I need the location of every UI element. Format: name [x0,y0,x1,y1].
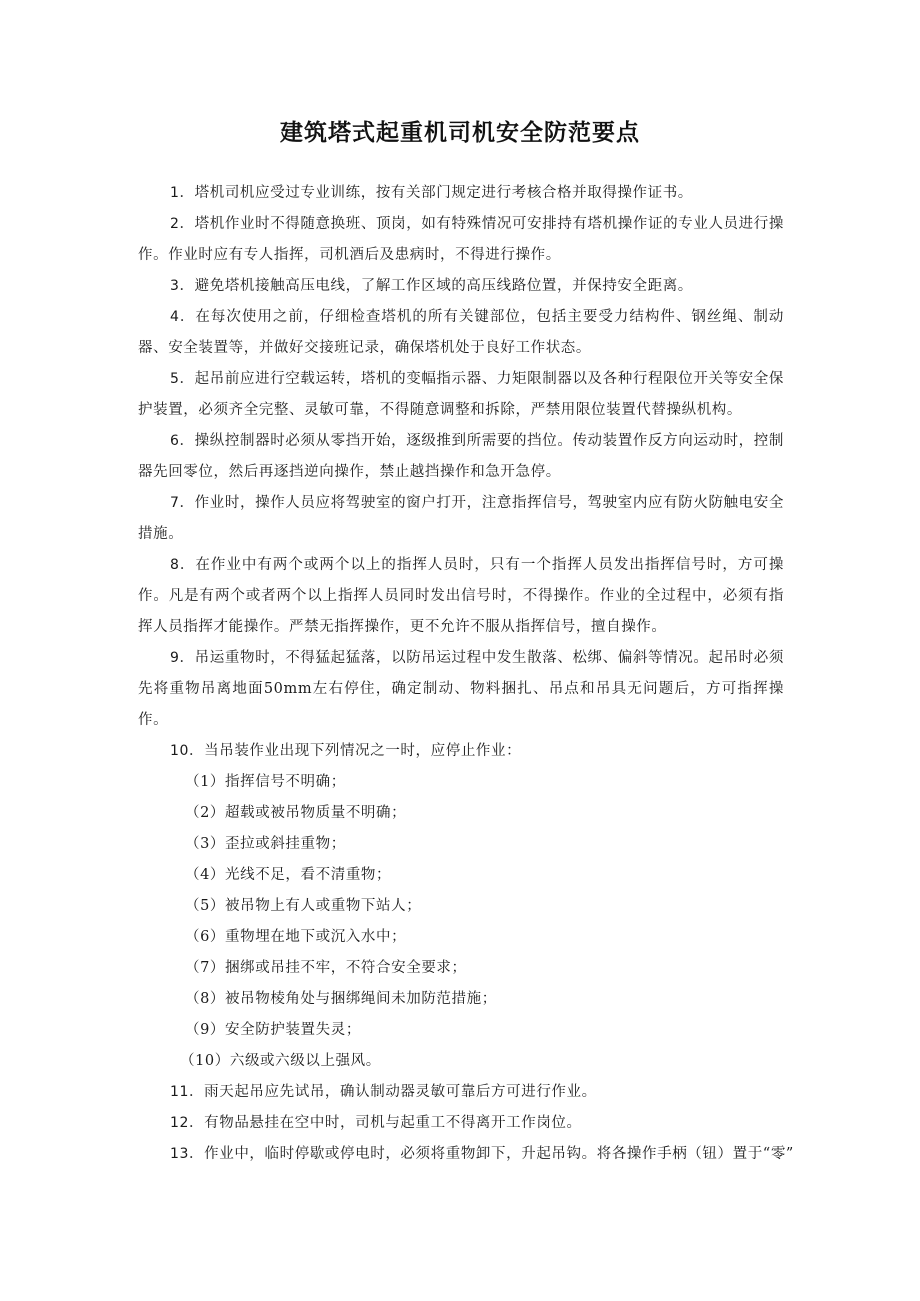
rule-number: 4 [170,309,180,325]
rule-text: ．塔机司机应受过专业训练，按有关部门规定进行考核合格并取得操作证书。 [179,185,693,201]
rule-text: ．塔机作业时不得随意换班、顶岗，如有特殊情况可安排持有塔机操作证的专业人员进行操作。作业时应有专人指挥，司机酒后及患病时，不得进行操作。 [138,216,784,263]
rule-5 [138,364,784,426]
rule-text: ．当吊装作业出现下列情况之一时，应停止作业： [189,743,522,759]
condition-item-6: （6）重物埋在地下或沉入水中； [185,929,407,945]
rule-number: 8 [170,557,180,573]
condition-item-4: （4）光线不足，看不清重物； [185,867,392,883]
rule-7 [138,488,784,550]
rule-text: ．作业时，操作人员应将驾驶室的窗户打开，注意指挥信号，驾驶室内应有防火防触电安全措施。 [138,495,784,542]
condition-item-1: （1）指挥信号不明确； [185,774,346,790]
condition-item-7: （7）捆绑或吊挂不牢，不符合安全要求； [185,960,467,976]
rule-text: ．在作业中有两个或两个以上的指挥人员时，只有一个指挥人员发出指挥信号时，方可操作。凡是有两个或者两个以上指挥人员同时发出信号时，不得操作。作业的全过程中，必须有指挥人员指挥才能操作。严禁无指挥操作，更不允许不服从指挥信号，擅自操作。 [138,557,784,635]
rule-3 [138,271,784,302]
rule-4 [138,302,784,364]
rule-number: 9 [170,650,180,666]
rule-8 [138,550,784,643]
document-body [138,178,794,1170]
condition-item-8: （8）被吊物棱角处与捆绑绳间未加防范措施； [185,991,497,1007]
rule-text: ．有物品悬挂在空中时，司机与起重工不得离开工作岗位。 [189,1115,582,1131]
condition-item-3: （3）歪拉或斜挂重物； [185,836,346,852]
rule-12 [138,1108,784,1139]
rule-number: 1 [170,185,180,201]
rule-11 [138,1077,784,1108]
condition-item-2: （2）超载或被吊物质量不明确； [185,805,407,821]
rule-text: ．起吊前应进行空载运转，塔机的变幅指示器、力矩限制器以及各种行程限位开关等安全保护装置，必须齐全完整、灵敏可靠，不得随意调整和拆除，严禁用限位装置代替操纵机构。 [138,371,784,418]
rule-6 [138,426,784,488]
rule-1 [138,178,784,209]
rule-text: ．雨天起吊应先试吊，确认制动器灵敏可靠后方可进行作业。 [189,1084,597,1100]
rule-number: 5 [170,371,180,387]
rule-13 [138,1139,794,1170]
rule-text: ．在每次使用之前，仔细检查塔机的所有关键部位，包括主要受力结构件、钢丝绳、制动器、安全装置等，并做好交接班记录，确保塔机处于良好工作状态。 [138,309,784,356]
rule-number: 13 [170,1146,190,1162]
rule-text: ．操纵控制器时必须从零挡开始，逐级推到所需要的挡位。传动装置作反方向运动时，控制器先回零位，然后再逐挡逆向操作，禁止越挡操作和急开急停。 [138,433,784,480]
rule-number: 10 [170,743,190,759]
rule-number: 3 [170,278,180,294]
condition-item-9: （9）安全防护装置失灵； [185,1022,361,1038]
document-title: 建筑塔式起重机司机安全防范要点 [280,120,640,146]
rule-10 [138,736,784,767]
rule-number: 12 [170,1115,190,1131]
rule-number: 11 [170,1084,190,1100]
rule-2 [138,209,784,271]
condition-item-10: （10）六级或六级以上强风。 [180,1053,381,1069]
rule-number: 2 [170,216,180,232]
rule-text: ．作业中，临时停歇或停电时，必须将重物卸下，升起吊钩。将各操作手柄（钮）置于“零” [189,1146,794,1162]
rule-text: ．避免塔机接触高压电线，了解工作区域的高压线路位置，并保持安全距离。 [179,278,693,294]
condition-item-5: （5）被吊物上有人或重物下站人； [185,898,422,914]
rule-9 [138,643,784,736]
rule-number: 6 [170,433,180,449]
rule-text: ．吊运重物时，不得猛起猛落，以防吊运过程中发生散落、松绑、偏斜等情况。起吊时必须先将重物吊离地面50mm左右停住，确定制动、物料捆扎、吊点和吊具无问题后，方可指挥操作。 [138,650,784,728]
rule-number: 7 [170,495,180,511]
